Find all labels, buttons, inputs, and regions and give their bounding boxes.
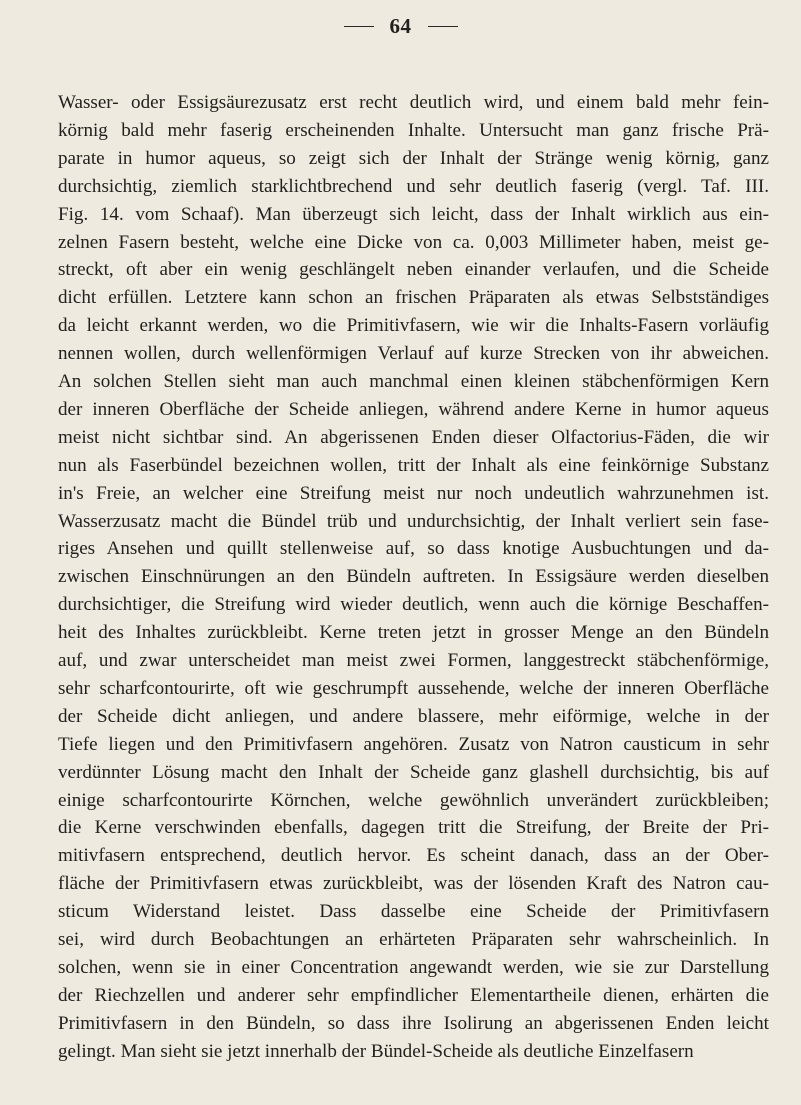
text-line: in's Freie, an welcher eine Streifung meist nur noch undeutlich wahrzunehmen ist.: [58, 482, 769, 504]
text-line: nun als Faserbündel bezeichnen wollen, tritt der Inhalt als eine feinkörnige Substanz: [58, 454, 769, 476]
text-line: Primitivfasern in den Bündeln, so dass ihre Isolirung an abgerissenen Enden leicht: [58, 1012, 769, 1034]
text-line: mitivfasern entsprechend, deutlich hervor. Es scheint danach, dass an der Ober-: [58, 845, 769, 867]
text-line: solchen, wenn sie in einer Concentration angewandt werden, wie sie zur Darstellung: [58, 956, 769, 978]
text-line: der Riechzellen und anderer sehr empfindlicher Elementartheile dienen, erhärten die: [58, 984, 769, 1006]
text-line: sei, wird durch Beobachtungen an erhärteten Präparaten sehr wahrscheinlich. In: [58, 929, 769, 950]
page-number: 64: [389, 14, 412, 38]
text-line: Fig. 14. vom Schaaf). Man überzeugt sich leicht, dass der Inhalt wirklich aus ein-: [58, 203, 769, 225]
header-rule-left: [344, 26, 374, 27]
text-line: zelnen Fasern besteht, welche eine Dicke von ca. 0,003 Millimeter haben, meist ge-: [58, 231, 769, 253]
text-line: zwischen Einschnürungen an den Bündeln auftreten. In Essigsäure werden dieselben: [58, 566, 769, 588]
text-line: An solchen Stellen sieht man auch manchmal einen kleinen stäbchenförmigen Kern: [58, 371, 769, 392]
page-header: [0, 14, 801, 44]
text-line: Wasserzusatz macht die Bündel trüb und undurchsichtig, der Inhalt verliert sein fase-: [58, 510, 769, 532]
text-line: heit des Inhaltes zurückbleibt. Kerne treten jetzt in grosser Menge an den Bündeln: [58, 622, 769, 644]
text-line: auf, und zwar unterscheidet man meist zwei Formen, langgestreckt stäbchenförmige,: [58, 650, 769, 671]
text-line: die Kerne verschwinden ebenfalls, dagegen tritt die Streifung, der Breite der Pri-: [58, 817, 769, 839]
text-line: parate in humor aqueus, so zeigt sich der Inhalt der Stränge wenig körnig, ganz: [58, 147, 769, 169]
text-line: gelingt. Man sieht sie jetzt innerhalb der Bündel-Scheide als deutliche Einzelfasern: [58, 1040, 694, 1062]
text-line: riges Ansehen und quillt stellenweise auf, so dass knotige Ausbuchtungen und da-: [58, 538, 769, 560]
text-line: sticum Widerstand leistet. Dass dasselbe eine Scheide der Primitivfasern: [58, 901, 769, 923]
text-line: nennen wollen, durch wellenförmigen Verlauf auf kurze Strecken von ihr abweichen.: [58, 343, 769, 365]
text-line: dicht erfüllen. Letztere kann schon an frischen Präparaten als etwas Selbstständiges: [58, 287, 769, 309]
text-line: der inneren Oberfläche der Scheide anliegen, während andere Kerne in humor aqueus: [58, 398, 769, 420]
text-line: einige scharfcontourirte Körnchen, welche gewöhnlich unverändert zurückbleiben;: [58, 789, 769, 811]
text-line: streckt, oft aber ein wenig geschlängelt neben einander verlaufen, und die Scheide: [58, 259, 769, 281]
header-rule-right: [428, 26, 458, 27]
text-line: Wasser- oder Essigsäurezusatz erst recht deutlich wird, und einem bald mehr fein-: [58, 92, 769, 113]
text-line: körnig bald mehr faserig erscheinenden Inhalte. Untersucht man ganz frische Prä-: [58, 119, 769, 141]
text-line: sehr scharfcontourirte, oft wie geschrumpft aussehende, welche der inneren Oberfläche: [58, 677, 769, 699]
text-line: durchsichtiger, die Streifung wird wieder deutlich, wenn auch die körnige Beschaffen-: [58, 594, 769, 616]
text-line: durchsichtig, ziemlich starklichtbrechend und sehr deutlich faserig (vergl. Taf. III.: [58, 175, 769, 197]
text-line: meist nicht sichtbar sind. An abgerissenen Enden dieser Olfactorius-Fäden, die wir: [58, 426, 769, 448]
text-line: da leicht erkannt werden, wo die Primitivfasern, wie wir die Inhalts-Fasern vorläufig: [58, 315, 769, 337]
text-line: Tiefe liegen und den Primitivfasern angehören. Zusatz von Natron causticum in sehr: [58, 733, 769, 755]
text-line: der Scheide dicht anliegen, und andere blassere, mehr eiförmige, welche in der: [58, 705, 769, 727]
text-line: verdünnter Lösung macht den Inhalt der Scheide ganz glashell durchsichtig, bis auf: [58, 761, 769, 783]
text-line: fläche der Primitivfasern etwas zurückbleibt, was der lösenden Kraft des Natron cau-: [58, 873, 769, 895]
